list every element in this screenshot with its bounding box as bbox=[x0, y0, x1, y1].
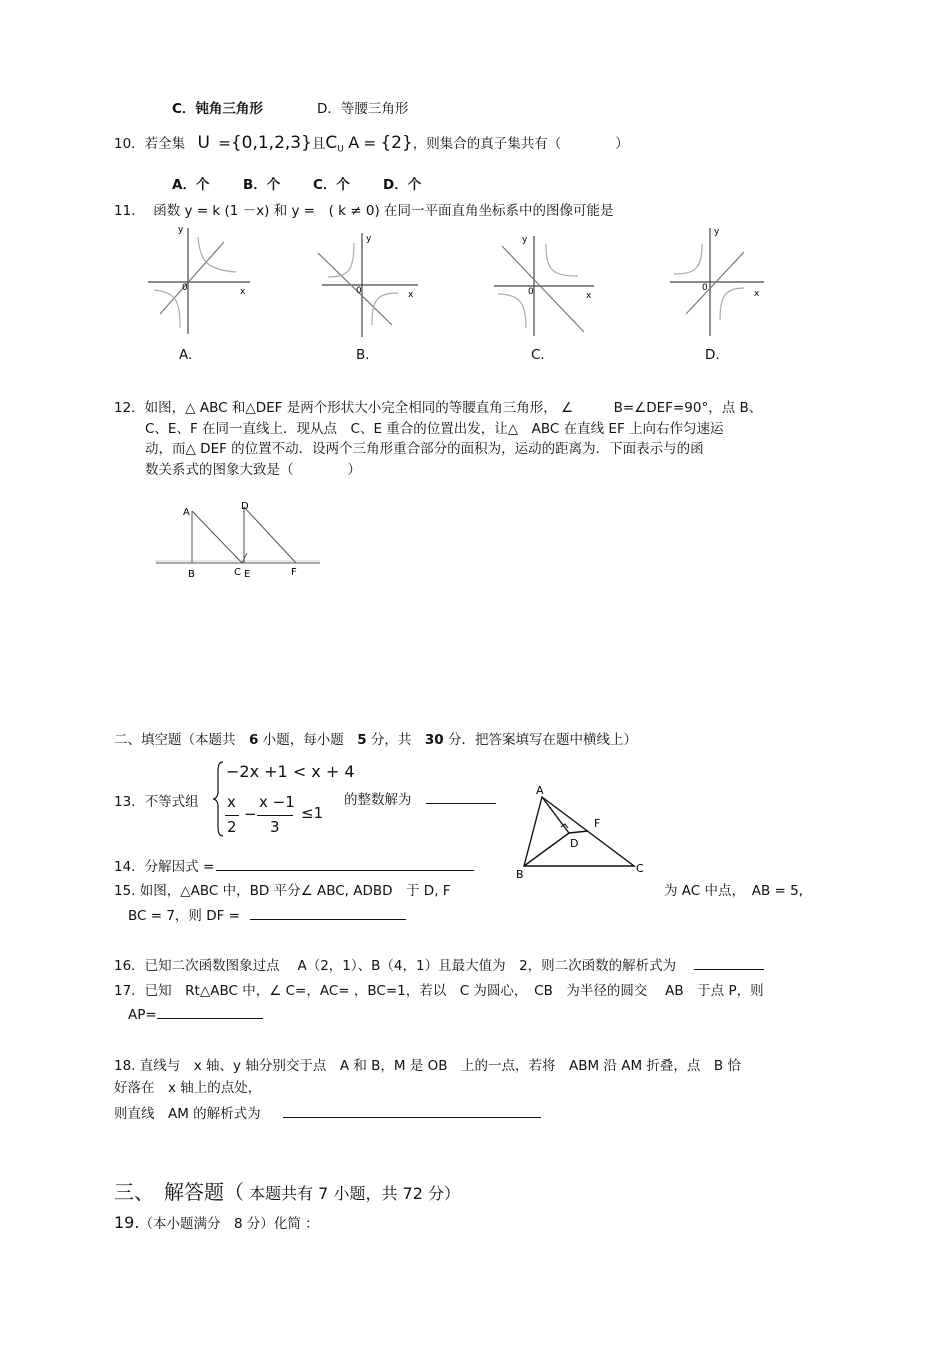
q10-eq: = bbox=[218, 134, 231, 152]
q11d-origin: 0 bbox=[702, 283, 708, 293]
q15-label-b: B bbox=[516, 868, 524, 881]
q10-set: {0,1,2,3} bbox=[230, 133, 312, 153]
q10-and: 且 bbox=[311, 136, 326, 152]
q11-graph-a bbox=[140, 222, 260, 340]
q13-frac1-bar bbox=[225, 815, 239, 816]
q10-option-b bbox=[243, 173, 280, 193]
q15-line2-text: BC = 7，则 DF = bbox=[128, 908, 240, 924]
sec3-detail: 本题共有 7 小题，共 72 分） bbox=[244, 1184, 460, 1203]
sec2-part-b: 小题，每小题 bbox=[258, 732, 358, 748]
q9-optd-label: D．等腰三角形 bbox=[317, 101, 409, 117]
q12-line2: C、E、F 在同一直线上．现从点 C、E 重合的位置出发，让△ ABC 在直线 EF 上向右作匀速运 bbox=[145, 421, 724, 437]
q11-graph-d-label: D. bbox=[705, 347, 720, 363]
q11a-origin: 0 bbox=[182, 283, 188, 293]
q10-question bbox=[114, 132, 629, 155]
sec3-heading: 三、 解答题（ bbox=[114, 1180, 244, 1204]
q13-frac2-den: 3 bbox=[270, 818, 280, 836]
q15-label-d: D bbox=[570, 837, 579, 850]
q14-question bbox=[114, 855, 474, 875]
q11c-origin: 0 bbox=[528, 287, 534, 297]
q15-label-a: A bbox=[536, 784, 544, 797]
q13-frac1-den: 2 bbox=[227, 818, 237, 836]
q11d-x-label: x bbox=[754, 289, 760, 299]
sec2-total: 30 bbox=[424, 732, 444, 748]
q13-tail-text: 的整数解为 bbox=[344, 792, 412, 808]
q10-opt-b-text: B．个 bbox=[243, 177, 281, 193]
q9-option-c bbox=[172, 97, 263, 117]
sec2-part-a: 二、填空题（本题共 bbox=[114, 732, 249, 748]
q11-graph-d bbox=[664, 222, 774, 340]
q11c-x-label: x bbox=[586, 291, 592, 301]
q10-option-a bbox=[172, 173, 209, 193]
q11-graph-b bbox=[314, 225, 424, 340]
q12-label-c: C bbox=[234, 567, 241, 578]
q13-answer-blank[interactable] bbox=[426, 789, 496, 804]
q12-label-e: E bbox=[244, 569, 251, 580]
q15-line2 bbox=[128, 904, 406, 924]
q15-answer-blank[interactable] bbox=[250, 905, 406, 920]
q10-set2: {2} bbox=[380, 133, 413, 153]
q17-line2 bbox=[128, 1004, 263, 1023]
q12-line3: 动，而△ DEF 的位置不动．设两个三角形重合部分的面积为，运动的距离为．下面表示与的函 bbox=[145, 441, 704, 457]
q17-line1: 17．已知 Rt△ABC 中，∠ C=，AC= ，BC=1，若以 C 为圆心， CB 为半径的圆交 AB 于点 P，则 bbox=[114, 983, 764, 999]
q13-inequality-1: −2x +1 < x + 4 bbox=[226, 762, 355, 781]
q10-eq2: = bbox=[363, 134, 377, 152]
q11b-y-label: y bbox=[366, 234, 372, 244]
q15-figure bbox=[512, 783, 652, 881]
sec2-points-each: 5 bbox=[357, 732, 367, 748]
sec2-part-d: 分．把答案填写在题中横线上） bbox=[443, 732, 637, 748]
q11-graph-a-label: A. bbox=[179, 347, 193, 363]
q16-answer-blank[interactable] bbox=[694, 955, 764, 970]
section-2-title bbox=[114, 728, 637, 748]
q11b-x-label: x bbox=[408, 290, 414, 300]
q17-answer-blank[interactable] bbox=[157, 1004, 263, 1019]
q11-graph-b-label: B. bbox=[356, 347, 370, 363]
q15-line1b: 为 AC 中点， AB = 5, bbox=[664, 883, 804, 899]
q15-label-f: F bbox=[594, 817, 601, 830]
q10-U: U bbox=[197, 133, 210, 153]
q12-label-f: F bbox=[291, 567, 297, 578]
q10-opt-a-text: A．个 bbox=[172, 177, 210, 193]
q17-line2-text: AP= bbox=[128, 1007, 157, 1023]
q10-opt-c-text: C．个 bbox=[313, 177, 350, 193]
sec2-part-c: 分，共 bbox=[366, 732, 425, 748]
q11-question: 11. 函数 y = k (1 －x) 和 y = ( k ≠ 0) 在同一平面直角坐标系中的图像可能是 bbox=[114, 203, 614, 219]
q10-num: 10．若全集 bbox=[114, 136, 186, 152]
section-3-title bbox=[114, 1176, 460, 1205]
q13-brace bbox=[212, 760, 224, 838]
q10-option-d bbox=[383, 173, 421, 193]
q10-A: A bbox=[348, 133, 360, 152]
q11-graph-c-label: C. bbox=[531, 347, 545, 363]
q16-text: 16．已知二次函数图象过点 A（2，1）、B（4，1）且最大值为 2，则二次函数的解析式为 bbox=[114, 958, 677, 974]
q11a-x-label: x bbox=[240, 287, 246, 297]
q11-graph-c bbox=[488, 228, 603, 338]
q19-num: 19. bbox=[114, 1213, 140, 1232]
q18-line1: 18. 直线与 x 轴、y 轴分别交于点 A 和 B，M 是 OB 上的一点，若将 ABM 沿 AM 折叠，点 B 恰 bbox=[114, 1058, 741, 1074]
q13-frac2-num: x −1 bbox=[259, 793, 295, 811]
q12-figure bbox=[150, 495, 325, 583]
q14-answer-blank[interactable] bbox=[216, 856, 474, 871]
q10-opt-d-text: D．个 bbox=[383, 177, 422, 193]
q13-minus: − bbox=[244, 805, 257, 823]
q15-label-c: C bbox=[636, 862, 644, 875]
q19-question bbox=[114, 1212, 319, 1232]
q19-text: （本小题满分 8 分）化简 ： bbox=[139, 1216, 319, 1232]
q11d-y-label: y bbox=[714, 227, 720, 237]
q15-line1: 15. 如图，△ABC 中，BD 平分∠ ABC, ADBD 于 D, F bbox=[114, 883, 451, 899]
q13-le: ≤1 bbox=[301, 804, 324, 822]
q10-rest: ，则集合的真子集共有（ ） bbox=[412, 136, 629, 152]
q9-optc-label: C．钝角三角形 bbox=[172, 101, 263, 117]
q18-line3-text: 则直线 AM 的解析式为 bbox=[114, 1106, 261, 1122]
q16-question bbox=[114, 954, 764, 974]
q10-C: C bbox=[325, 133, 338, 153]
q12-label-b: B bbox=[188, 569, 195, 580]
q18-line3 bbox=[114, 1102, 541, 1122]
q18-line2: 好落在 x 轴上的点处， bbox=[114, 1080, 262, 1096]
q13-num: 13．不等式组 bbox=[114, 794, 199, 810]
sec2-count: 6 bbox=[249, 732, 259, 748]
q13-frac1-num: x bbox=[227, 793, 236, 811]
q12-label-d: D bbox=[241, 501, 249, 512]
q13-frac2-bar bbox=[257, 815, 293, 816]
q12-line1: 12．如图，△ ABC 和△DEF 是两个形状大小完全相同的等腰直角三角形， ∠ B=∠DEF=90°，点 B、 bbox=[114, 400, 763, 416]
q12-label-a: A bbox=[183, 507, 190, 518]
q10-Csub: U bbox=[337, 144, 344, 155]
q10-option-c bbox=[313, 173, 350, 193]
q11c-y-label: y bbox=[522, 235, 528, 245]
q9-option-d bbox=[317, 97, 408, 117]
q12-line4: 数关系式的图象大致是（ ） bbox=[145, 462, 361, 478]
q18-answer-blank[interactable] bbox=[283, 1103, 541, 1118]
q13-tail bbox=[344, 788, 496, 808]
q11b-origin: 0 bbox=[356, 286, 362, 296]
q11a-y-label: y bbox=[178, 225, 184, 235]
q14-text: 14．分解因式 = bbox=[114, 859, 215, 875]
